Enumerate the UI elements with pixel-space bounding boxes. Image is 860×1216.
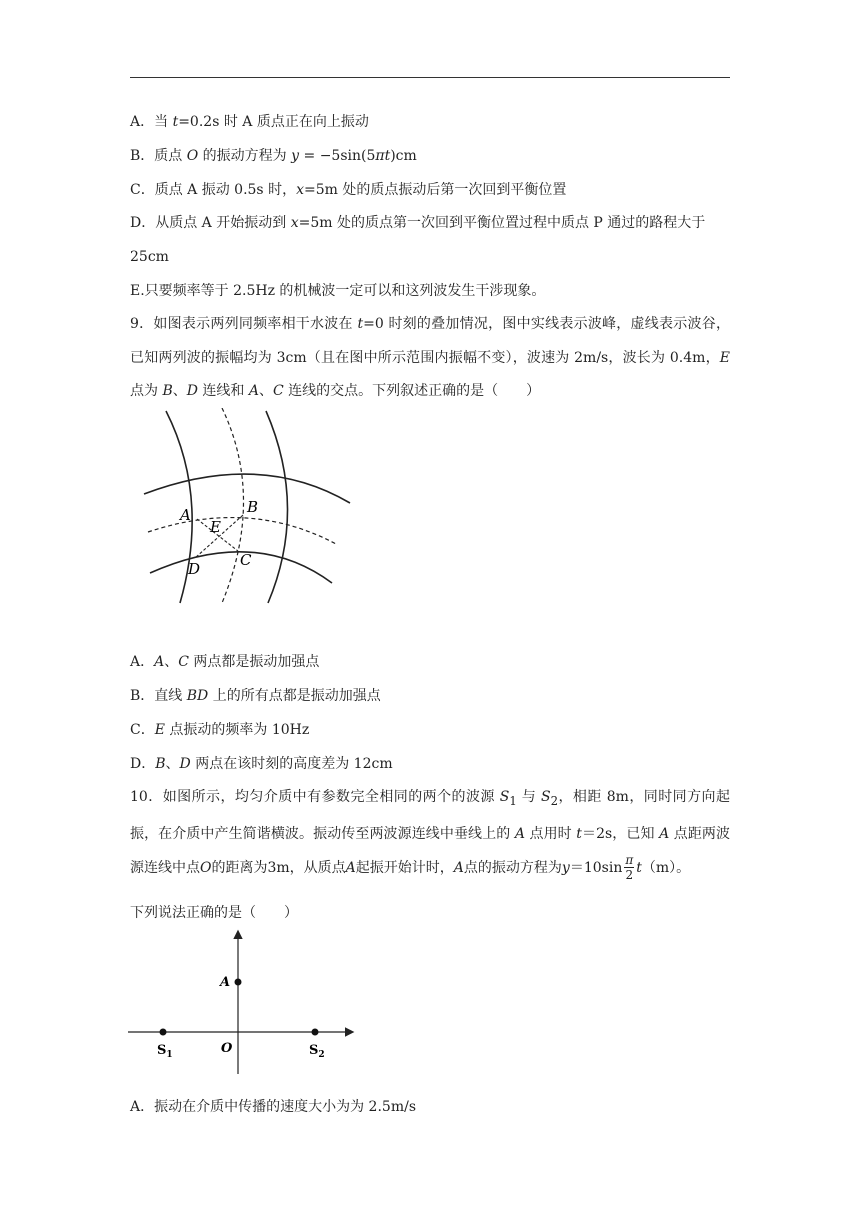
q8-option-c: C．质点 A 振动 0.5s 时，x=5m 处的质点振动后第一次回到平衡位置 xyxy=(130,182,567,198)
point-a xyxy=(235,979,242,986)
label-s2: $S_2$ xyxy=(309,1043,325,1060)
q9-stem: 9．如图表示两列同频率相干水波在 t=0 时刻的叠加情况，图中实线表示波峰，虚线表示波谷，已知两列波的振幅均为 3cm（且在图中所示范围内振幅不变），波速为 2m/s，波长为 0.4m，E 点为 B、D 连线和 A、C 连线的交点。下列叙述正确的是（ ） xyxy=(130,316,730,399)
label-e: E xyxy=(210,518,221,536)
label-s1: $S_1$ xyxy=(157,1043,173,1060)
label-b: B xyxy=(247,498,259,516)
label-d: D xyxy=(188,560,201,578)
q8-option-b: B．质点 O 的振动方程为 y = −5sin(5πt)cm xyxy=(130,148,417,164)
fraction-pi-over-2: $\frac{\pi}{2}$ xyxy=(625,853,634,883)
label-c: C xyxy=(240,551,252,569)
q9-option-b: B．直线 BD 上的所有点都是振动加强点 xyxy=(130,688,381,704)
crest-arc xyxy=(266,411,288,603)
q10-axes-figure xyxy=(128,924,368,1080)
q9-option-c: C．E 点振动的频率为 10Hz xyxy=(130,722,310,738)
q8-option-d-continued: 25cm xyxy=(130,249,169,265)
label-o: O xyxy=(221,1041,233,1056)
header-rule xyxy=(130,77,730,78)
q10-option-a: A．振动在介质中传播的速度大小为为 2.5m/s xyxy=(130,1099,417,1115)
q8-option-e: E.只要频率等于 2.5Hz 的机械波一定可以和这列波发生干涉现象。 xyxy=(130,283,546,299)
label-a: A xyxy=(180,506,191,524)
source-s2 xyxy=(312,1029,319,1036)
q9-option-a: A．A、C 两点都是振动加强点 xyxy=(130,654,320,670)
source-s1 xyxy=(160,1029,167,1036)
trough-arc xyxy=(222,408,244,603)
label-a: A xyxy=(220,975,231,990)
q9-option-d: D．B、D 两点在该时刻的高度差为 12cm xyxy=(130,756,393,772)
q8-option-d: D．从质点 A 开始振动到 x=5m 处的质点第一次回到平衡位置过程中质点 P 通过的路程大于 xyxy=(130,215,706,231)
q8-option-a: A．当 t=0.2s 时 A 质点正在向上振动 xyxy=(130,114,369,130)
q10-stem-end: 下列说法正确的是（ ） xyxy=(130,905,298,921)
q10-stem: 10．如图所示，均匀介质中有参数完全相同的两个的波源 $S_1$ 与 $S_2$，相距 8m，同时同方向起振，在介质中产生简谐横波。振动传至两波源连线中垂线上的 A 点用时 t＝2s，已知 A 点距两波源连线中点O的距离为3m，从质点A起振开始计时，A点的振动方程为y＝10sin $\frac{\pi}{2}$ t（m）。 xyxy=(130,789,730,883)
q9-wave-figure xyxy=(140,408,360,608)
